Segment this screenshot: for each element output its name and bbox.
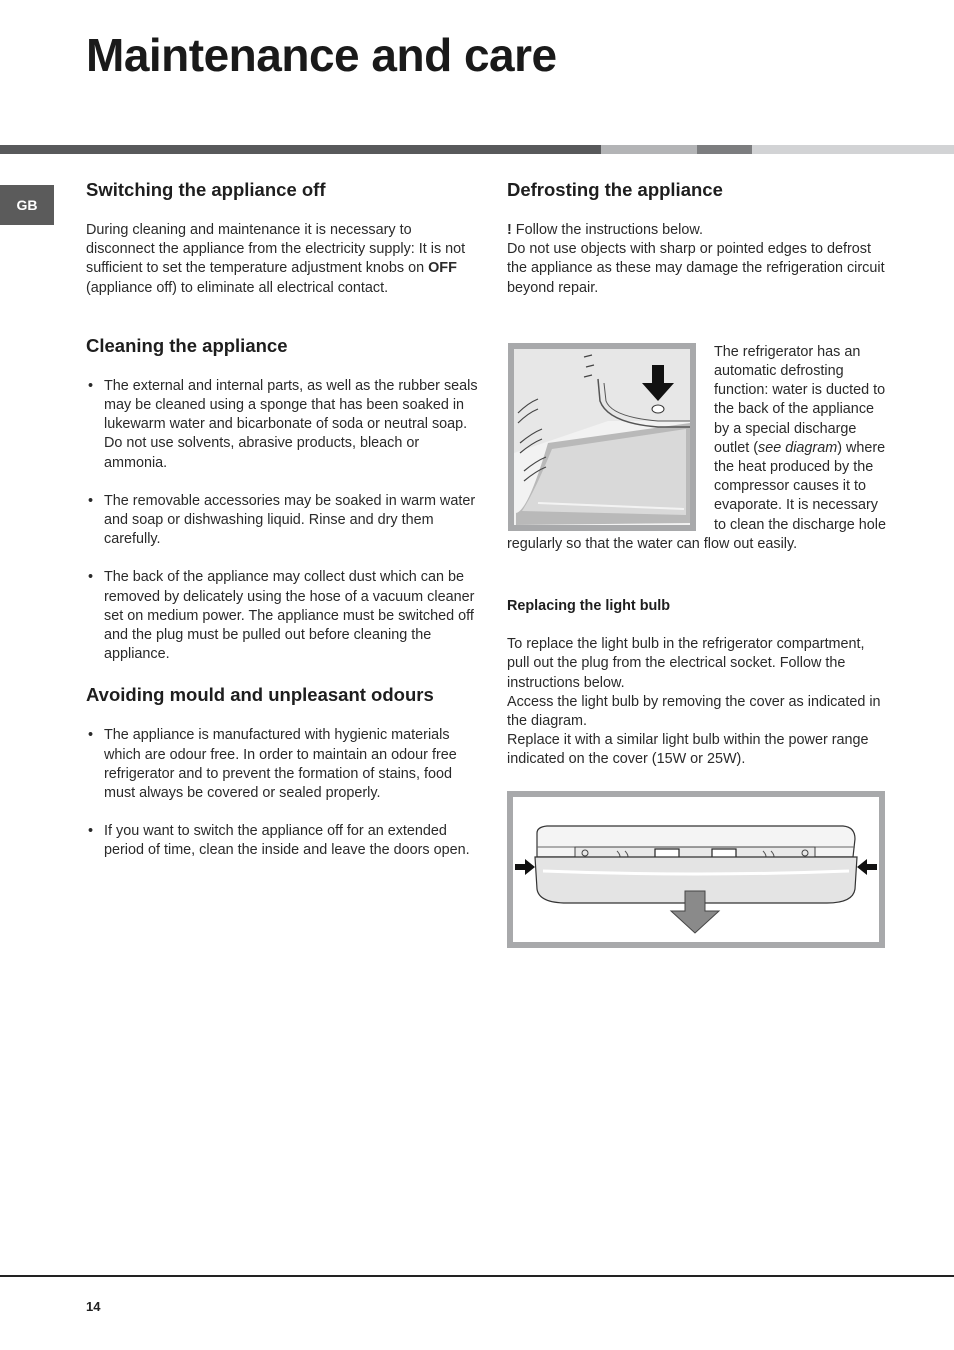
list-item: • The back of the appliance may collect dust which can be removed by delicately using the hose of a vacuum cleaner set on medium power. The appliance must be switched off and the plug must be pulled out before cleaning the appliance. xyxy=(86,568,478,664)
defrost-diagram-image xyxy=(508,343,696,531)
bulb-line-2: Access the light bulb by removing the cover as indicated in the diagram. xyxy=(507,693,881,730)
left-column xyxy=(86,178,478,880)
bulb-heading: Replacing the light bulb xyxy=(507,598,671,615)
defrost-text: Do not use objects with sharp or pointed edges to defrost the appliance as these may damage the refrigeration circuit beyond repair. xyxy=(507,241,885,296)
page-number: 14 xyxy=(86,1299,101,1314)
defrost-paragraph-block xyxy=(507,343,889,554)
header-bar-dark-short xyxy=(697,145,752,154)
list-item: • The external and internal parts, as well as the rubber seals may be cleaned using a sponge that has been soaked in lukewarm water and bicarbonate of soda or neutral soap. Do not use solvents, abrasive products, bleach or ammonia. xyxy=(86,377,478,473)
bulb-line-3: Replace it with a similar light bulb within the power range indicated on the cover (15W or 25W). xyxy=(507,732,869,768)
defrost-paragraph-part1: The refrigerator has an automatic defrosting function: water is ducted to the back of the appliance by a special discharge outlet ( xyxy=(714,343,886,456)
switching-text xyxy=(86,221,478,298)
bulb-section xyxy=(507,597,889,948)
cleaning-heading: Cleaning the appliance xyxy=(86,334,288,356)
defrost-paragraph-part2: ) where the heat produced by the compressor causes it to evaporate. It is necessary to clean the discharge hole regularly so that the water can flow out easily. xyxy=(507,439,887,552)
switching-text-part2: (appliance off) to eliminate all electrical contact. xyxy=(86,279,389,296)
header-bar-mid xyxy=(601,145,697,154)
page-title: Maintenance and care xyxy=(86,29,557,81)
switching-text-part1: During cleaning and maintenance it is necessary to disconnect the appliance from the electricity supply: It is not sufficient to set the temperature adjustment knobs on xyxy=(86,222,466,277)
mould-list xyxy=(86,726,478,860)
bulb-line-1: To replace the light bulb in the refrigerator compartment, pull out the plug from the electrical socket. Follow the instructions below. xyxy=(507,636,865,691)
right-column xyxy=(507,178,889,948)
header-bar-dark xyxy=(0,145,601,154)
list-item: • If you want to switch the appliance off for an extended period of time, clean the inside and leave the doors open. xyxy=(86,822,478,860)
header-bar-light xyxy=(752,145,954,154)
off-word: OFF xyxy=(428,260,457,277)
defrosting-heading: Defrosting the appliance xyxy=(507,179,723,200)
footer-rule xyxy=(0,1275,954,1277)
cleaning-section xyxy=(86,334,478,665)
switching-section xyxy=(86,178,478,298)
language-tab: GB xyxy=(0,185,54,225)
cleaning-list xyxy=(86,377,478,665)
mould-heading: Avoiding mould and unpleasant odours xyxy=(86,684,434,706)
bulb-diagram-image xyxy=(507,791,885,948)
defrost-warning xyxy=(507,221,889,240)
see-diagram-ref: see diagram xyxy=(758,439,838,456)
list-item: • The appliance is manufactured with hygienic materials which are odour free. In order to maintain an odour free refrigerator and to prevent the formation of stains, food must always be covered or sealed properly. xyxy=(86,726,478,803)
warning-text: Follow the instructions below. xyxy=(511,222,703,238)
switching-heading: Switching the appliance off xyxy=(86,179,326,200)
warning-mark: ! xyxy=(507,222,512,238)
defrosting-section xyxy=(507,178,889,554)
mould-section xyxy=(86,683,478,860)
list-item: • The removable accessories may be soaked in warm water and soap or dishwashing liquid. Rinse and dry them carefully. xyxy=(86,492,478,550)
